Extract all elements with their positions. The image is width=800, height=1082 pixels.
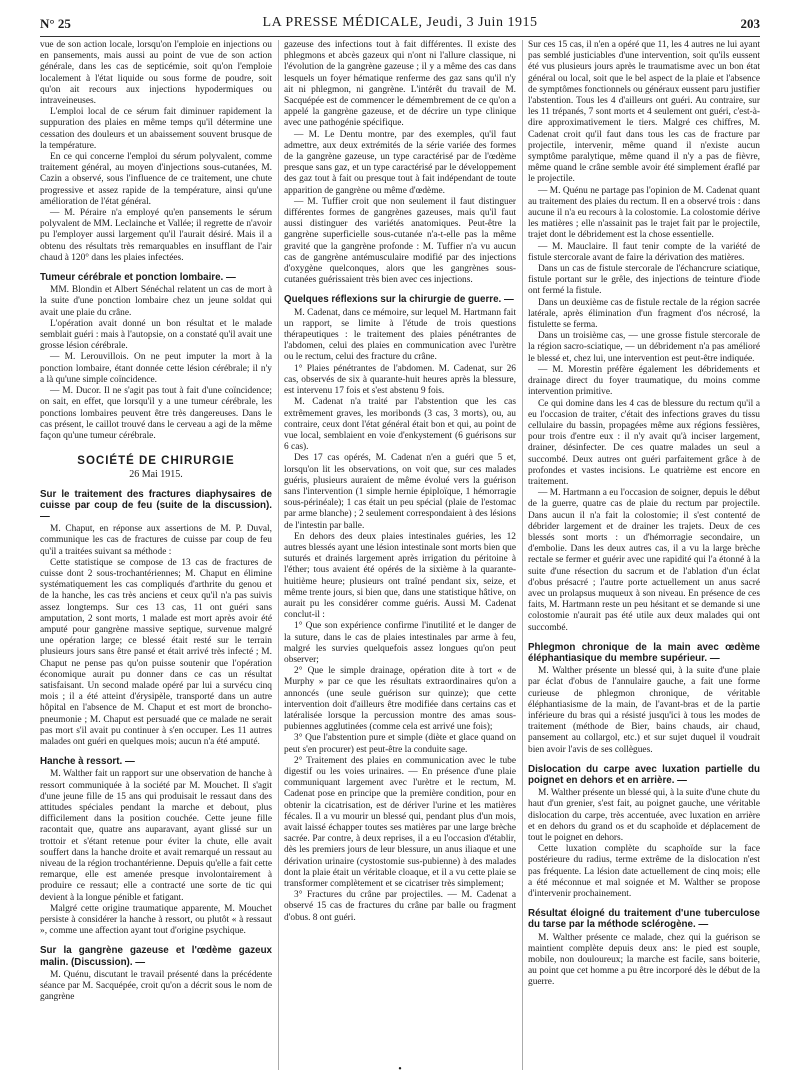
paragraph: 3° Fractures du crâne par projectiles. — M. Cadenat a observé 15 cas de fractures du crâne par balle ou fragment d'obus. 8 ont guéri. — [284, 890, 516, 923]
footer-mark: • — [398, 1064, 402, 1075]
column-1 — [40, 40, 272, 1070]
paragraph: Dans un cas de fistule stercorale de l'échancrure sciatique, fistule portant sur le grêle, des injections de teinture d'iode ont fermé la fistule. — [528, 264, 760, 297]
paragraph: M. Quénu, discutant le travail présenté dans la précédente séance par M. Sacquépée, croit qu'on a décrit sous le nom de gangrène — [40, 969, 272, 1003]
paragraph: — M. Tuffier croit que non seulement il faut distinguer différentes formes de gangrènes gazeuses, mais qu'il faut aussi distinguer des variétés anatomiques. Peut-être la gangrène superficielle sous-cutanée n'a-t-elle pas la même gravité que la gangrène profonde : M. Tuffier n'a vu aucun cas de gangrène antémusculaire modifié par des injections d'oxygène quelconques, alors que les gangrènes sous-cutanées guérissaient très bien avec ces injections. — [284, 196, 516, 286]
paragraph: — M. Lerouvillois. On ne peut imputer la mort à la ponction lombaire, étant donnée cette lésion cérébrale; il n'y a là qu'une simple coïncidence. — [40, 352, 272, 385]
paragraph: M. Walther présente un blessé qui, à la suite d'une chute du haut d'un grenier, s'est fait, au poignet gauche, une véritable dislocation du carpe, très accentuée, avec luxation en arrière et en dehors du grand os et du scaphoïde et déplacement de tout le poignet en dehors. — [528, 788, 760, 844]
paragraph: Sur ces 15 cas, il n'en a opéré que 11, les 4 autres ne lui ayant pas semblé justiciables d'une intervention, soit qu'ils eussent été vus plusieurs jours après le traumatisme avec un bon état général ou local, soit que le bel aspect de la plaie et l'absence de symptômes fonctionnels ou généraux eussent paru justifier l'abstention. Tous les 4 d'ailleurs ont guéri. Au contraire, sur les 11 trépanés, 7 sont morts et 4 seulement ont guéri, c'est-à-dire approximativement le tiers. Malgré ces chiffres, M. Cadenat croit qu'il faut dans tous les cas de fracture par projectile, intervenir, même quand il n'existe aucun symptôme paralytique, même quand il n'y a pas de fièvre, même quand le crâne semble avoir été simplement éraflé par le projectile. — [528, 40, 760, 185]
paragraph: M. Chaput, en réponse aux assertions de M. P. Duval, communique les cas de fractures de cuisse par coup de feu qu'il a traitées suivant sa méthode : — [40, 524, 272, 557]
section-title: SOCIÉTÉ DE CHIRURGIE — [77, 455, 235, 468]
article-heading: Quelques réflexions sur la chirurgie de guerre. — — [284, 294, 514, 306]
session-date: 26 Mai 1915. — [129, 469, 183, 481]
paragraph: M. Walther présente un blessé qui, à la suite d'une plaie par éclat d'obus de l'annulaire gauche, a fait une forme curieuse de phlegmon chronique, de véritable éléphantiasisme de la main, de l'avant-bras et de la partie inférieure du bras qui a résisté jusqu'ici à tous les modes de traitement (méthode de Bier, bains chauds, air chaud, pansement au collargol, etc.) et sur sujet duquel il voudrait bien avoir l'avis de ses collègues. — [528, 666, 760, 755]
article-heading: Hanche à ressort. — — [40, 756, 135, 768]
paragraph: M. Cadenat n'a traité par l'abstention que les cas extrêmement graves, les moribonds (3 cas, 3 morts), ou, au contraire, ceux dont l'état général était bon et qui, au point de vue local, semblaient en voie d'enkystement (6 guérisons sur 6 cas). — [284, 397, 516, 453]
paragraph: M. Walther fait un rapport sur une observation de hanche à ressort communiquée à la société par M. Mouchet. Il s'agit d'une jeune fille de 15 ans qui produisait le ressaut dans des attitudes spéciales pendant la marche et debout, plus difficilement dans la position couchée. Cette jeune fille racontait que, quatre ans auparavant, ayant glissé sur un trottoir et s'étant retenue pour éviter la chute, elle avait souffert dans la hanche droite et avait remarqué un ressaut au niveau de la région trochantérienne. Depuis qu'elle a fait cette remarque, elle est amenée presque involontairement à produire ce ressaut; elle a contracté une sorte de tic qui devient à la longue pénible et fatigant. — [40, 769, 272, 903]
column-3 — [528, 40, 760, 1070]
paragraph: — M. Le Dentu montre, par des exemples, qu'il faut admettre, aux deux extrémités de la série variée des formes de la gangrène gazeuse, un type caractérisé par de l'œdème presque sans gaz, et un type caractérisé par le développement des gaz tout à fait ou presque tout à fait indépendant de toute apparition de gangrène ou même d'œdème. — [284, 129, 516, 196]
paragraph: En dehors des deux plaies intestinales guéries, les 12 autres blessés ayant une lésion intestinale sont morts bien que suturés et drainés largement après irrigation du péritoine à l'éther; tous avaient été opérés de la sixième à la quarante-huitième heure; plusieurs ont traîné pendant six, seize, et même trente jours, si bien que, dans une statistique hâtive, on aurait pu les considérer comme guéris. Aussi M. Cadenat conclut-il : — [284, 531, 516, 621]
article-heading: Sur la gangrène gazeuse et l'œdème gazeux malin. (Discussion). — — [40, 945, 272, 968]
paragraph: 1° Que son expérience confirme l'inutilité et le danger de la suture, dans le cas de plaies intestinales par arme à feu, malgré les survies quelquefois assez longues qu'on peut observer; — [284, 621, 516, 665]
paragraph: Ce qui domine dans les 4 cas de blessure du rectum qu'il a eu l'occasion de traiter, c'était des infections graves du tissu cellulaire du bassin, propagées même aux régions fessières, pour trois d'entre eux : il n'y avait qu'à inciser largement, drainer, désinfecter. De ces quatre malades un seul a succombé. Deux autres ont guéri parfaitement grâce à de profondes et vastes incisions. Le quatrième est encore en traitement. — [528, 398, 760, 487]
paragraph: L'emploi local de ce sérum fait diminuer rapidement la suppuration des plaies en même temps qu'il détermine une cessation des douleurs et un abaissement souvent brusque de la température. — [40, 107, 272, 151]
page-header — [40, 14, 760, 37]
paragraph: — M. Morestin préfère également les débridements et drainage direct du foyer traumatique, du moins comme intervention primitive. — [528, 364, 760, 398]
paragraph: — M. Quénu ne partage pas l'opinion de M. Cadenat quant au traitement des plaies du rectum. Il en a observé trois : dans aucune il n'a eu recours à la colostomie. La colostomie dérive les matières ; elle n'assainit pas le trajet fait par le projectile, trajet dont le débridement est la chose essentielle. — [528, 185, 760, 241]
paragraph: 2° Que le simple drainage, opération dite à tort « de Murphy » par ce que les résultats extraordinaires qu'on a annoncés (une seule guérison sur quinze); que cette intervention doit d'ailleurs être modifiée dans certains cas et latéralisée lorsque la percussion montre des amas sous-pubiennes agglutinées (comme cela est arrivé une fois); — [284, 666, 516, 733]
paragraph: M. Walther présente ce malade, chez qui la guérison se maintient complète depuis deux ans: le pied est souple, mobile, non douloureux; la marche est facile, sans boiterie, au point que cet homme a pu être incorporé dès le début de la guerre. — [528, 932, 760, 988]
article-heading: Sur le traitement des fractures diaphysaires de cuisse par coup de feu (suite de la discussion). — — [40, 488, 272, 522]
paragraph: Cette statistique se compose de 13 cas de fractures de cuisse dont 2 sous-trochantériennes; M. Chaput en élimine systématiquement les cas compliqués d'arthrite du genou et de la hanche, les cas très anciens et ceux qu'il n'a pas suivis assez longtemps. Sur ces 13 cas, 11 ont guéri sans amputation, 2 sont morts, 1 malade est mort après avoir été amputé pour gangrène massive septique, survenue malgré une opération large; ce blessé était resté sur le terrain plusieurs jours sans être pansé et était arrivé très infecté ; M. Chaput ne pense pas qu'on puisse soutenir que l'opération économique aurait pu donner dans ce cas un résultat satisfaisant. Un second malade opéré par lui a survécu cinq mois ; il a été atteint d'érysipèle, transporté dans un autre hôpital en l'absence de M. Chaput et est mort de broncho-pneumonie ; M. Chaput est persuadé que ce malade ne serait pas mort s'il avait pu continuer à s'en occuper. Les 11 autres malades ont guéri en quelques mois; aucun n'a été amputé. — [40, 557, 272, 747]
article-heading: Résultat éloigné du traitement d'une tuberculose du tarse par la méthode sclérogène. — — [528, 908, 760, 931]
paragraph: — M. Ducor. Il ne s'agit pas tout à fait d'une coïncidence; on sait, en effet, que lorsqu'il y a une tumeur cérébrale, les ponctions lombaires peuvent être très dangereuses. Dans le cas présent, le caillot trouvé dans le cerveau a agi de la même façon qu'une tumeur cérébrale. — [40, 386, 272, 441]
journal-title: LA PRESSE MÉDICALE, Jeudi, 3 Juin 1915 — [262, 15, 538, 30]
page-number: 203 — [740, 16, 760, 31]
paragraph: En ce qui concerne l'emploi du sérum polyvalent, comme traitement général, au moyen d'injections sous-cutanées, M. Cazin a observé, sous l'influence de ce traitement, une chute progressive et assez rapide de la température, ainsi qu'une amélioration de l'état général. — [40, 152, 272, 207]
paragraph: 3° Que l'abstention pure et simple (diète et glace quand on peut s'en procurer) est peut-être la conduite sage. — [284, 733, 516, 755]
paragraph: Des 17 cas opérés, M. Cadenat n'en a guéri que 5 et, lorsqu'on lit les observations, on voit que, sur ces malades guéris, plusieurs auraient de même évolué vers la guérison sans l'intervention (1 simple hernie épiploïque, 1 hémorragie sous-périnéale); 1 cas était un peu spécial (plaie de l'estomac par arme blanche) ; 2 seulement correspondaient à des lésions de l'intestin par balle. — [284, 453, 516, 531]
paragraph: Malgré cette origine traumatique apparente, M. Mouchet persiste à considérer la hanche à ressort, ou plutôt « à ressaut », comme une affection ayant tout d'origine psychique. — [40, 903, 272, 937]
paragraph: MM. Blondin et Albert Sénéchal relatent un cas de mort à la suite d'une ponction lombaire chez un jeune soldat qui avait une plaie du crâne. — [40, 285, 272, 318]
paragraph: — M. Péraire n'a employé qu'en pansements le sérum polyvalent de MM. Leclainche et Vallée; il regrette de n'avoir pu l'employer aussi largement qu'il l'aurait désiré. Mais il a obtenu des résultats très remarquables en insufflant de l'air chaud à 120° dans les plaies infectées. — [40, 208, 272, 263]
paragraph: 2° Traitement des plaies en communication avec le tube digestif ou les voies urinaires. — En présence d'une plaie communiquant largement avec l'urètre et le rectum, M. Cadenat pose en principe que la première condition, pour en obtenir la cicatrisation, est de dériver l'urine et les matières fécales. Il a vu mourir un blessé qui, pendant plus d'un mois, avait laissé échapper toutes ses matières par une large brèche sacrée. Par contre, à deux reprises, il a eu l'occasion d'établir, dès les premiers jours de leur blessure, un anus iliaque et une dérivation urinaire (cystostomie sus-pubienne) à des malades dont la plaie était un véritable cloaque, et il a vu cette plaie se transformer complètement et se cicatriser très simplement; — [284, 755, 516, 890]
column-rule — [522, 40, 523, 1070]
paragraph: gazeuse des infections tout à fait différentes. Il existe des phlegmons et abcès gazeux qui n'ont ni l'allure classique, ni l'évolution de la gangrène gazeuse ; il y a même des cas dans lesquels un foyer hématique renferme des gaz sans qu'il n'y ait ni phlegmon, ni gangrène. L'intérêt du travail de M. Sacquépée est de commencer le démembrement de ce qu'on a appelé la gangrène gazeuse, et de décrire un type clinique avec une pathogénie spécifique. — [284, 40, 516, 129]
paragraph: — M. Mauclaire. Il faut tenir compte de la variété de fistule stercorale avant de faire la dérivation des matières. — [528, 241, 760, 263]
paragraph: vue de son action locale, lorsqu'on l'emploie en injections ou en pansements, mais aussi au point de vue de son action générale, dans les cas de septicémie, soit qu'on l'emploie localement à l'état liquide ou sous forme de poudre, soit qu'on ait recours aux injections hypodermiques ou intraveineuses. — [40, 40, 272, 107]
paragraph: Cette luxation complète du scaphoïde sur la face postérieure du radius, terme extrême de la dislocation n'est pas fréquente. La lésion date actuellement de cinq mois; elle a été méconnue et mal soignée et M. Walther se propose d'intervenir prochainement. — [528, 844, 760, 900]
paragraph: L'opération avait donné un bon résultat et le malade semblait guéri : mais à l'autopsie, on a constaté qu'il avait une grosse lésion cérébrale. — [40, 318, 272, 352]
article-heading: Tumeur cérébrale et ponction lombaire. — — [40, 272, 236, 284]
paragraph: 1° Plaies pénétrantes de l'abdomen. M. Cadenat, sur 26 cas, observés de six à quarante-huit heures après la blessure, est intervenu 17 fois et s'est abstenu 9 fois. — [284, 363, 516, 397]
paragraph: Dans un deuxième cas de fistule rectale de la région sacrée latérale, après élimination d'un fragment d'os nécrosé, la fistulette se ferma. — [528, 297, 760, 331]
paragraph: — M. Hartmann a eu l'occasion de soigner, depuis le début de la guerre, quatre cas de plaie du rectum par projectile. Dans aucun il n'a fait la colostomie; il s'est contenté de débrider largement et de drainer les trajets. Deux de ces blessés sont morts : un d'hémorragie secondaire, un d'embolie. Dans les deux autres cas, il a vu la large brèche rectale se fermer et guérir avec une rapidité qui l'a étonné à la suite d'une résection du sacrum et de l'ablation d'un éclat d'obus présacré ; l'autre porte actuellement un anus sacré avec un prolapsus muqueux à son niveau. En présence de ces faits, M. Hartmann reste un peu hésitant et se demande si une colostomie n'aurait pas été utile aux deux malades qui ont succombé. — [528, 488, 760, 633]
article-heading: Dislocation du carpe avec luxation partielle du poignet en dehors et en arrière. — — [528, 763, 760, 786]
paragraph: Dans un troisième cas, — une grosse fistule stercorale de la région sacro-sciatique, — un débridement n'a pas amélioré le blessé et, chez lui, une intervention est peut-être indiquée. — [528, 331, 760, 364]
issue-number: N° 25 — [40, 16, 71, 31]
column-2 — [284, 40, 516, 1070]
article-heading: Phlegmon chronique de la main avec œdème éléphantiasique du membre supérieur. — — [528, 641, 760, 664]
column-rule — [278, 40, 279, 1070]
paragraph: M. Cadenat, dans ce mémoire, sur lequel M. Hartmann fait un rapport, se limite à l'étude de trois questions thérapeutiques : le traitement des plaies pénétrantes de l'abdomen, celui des plaies en communication avec l'urètre ou le rectum, celui des fracture du crâne. — [284, 307, 516, 363]
